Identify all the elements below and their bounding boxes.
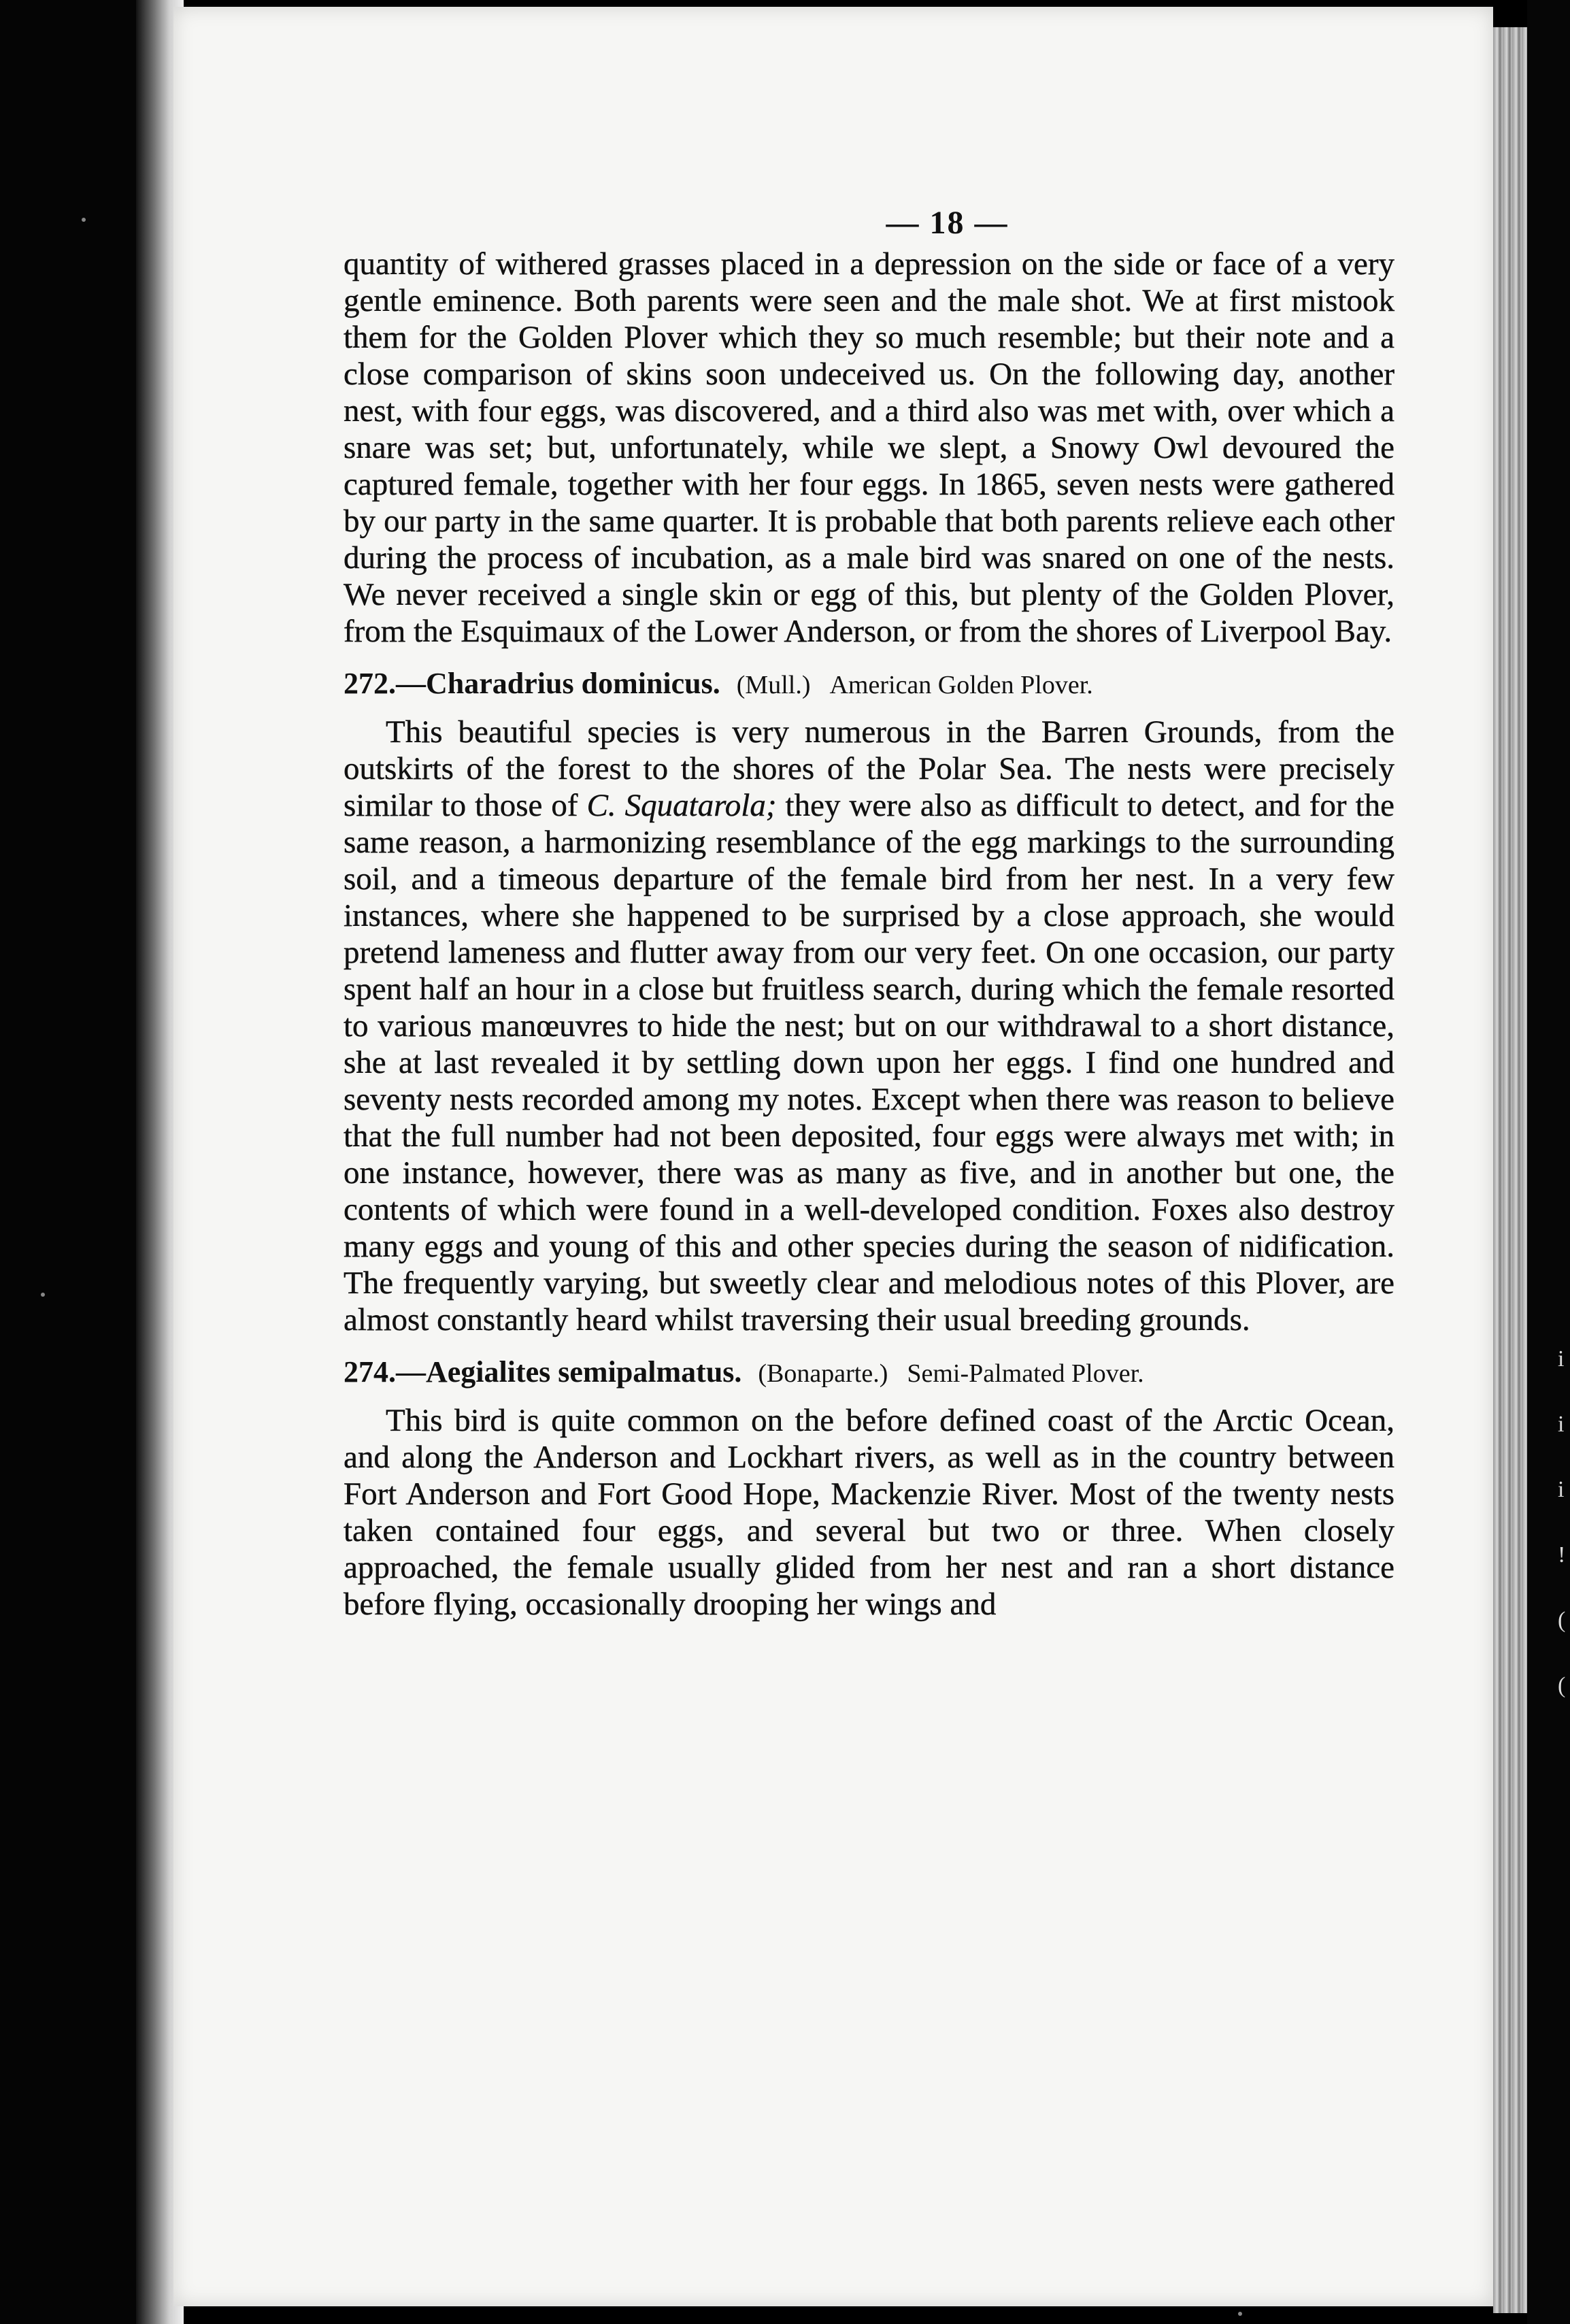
entry-paragraph-274: This bird is quite common on the before defined coast of the Arctic Ocean, and along the Anderson and Lockhart rivers, as well as in the country between Fort Anderson and Fort Good Hope, Mackenzie River. Most of the twenty nests taken contained four eggs, and several but two or three. When closely approached, the female usually glided from her nest and ran a short distance before flying, occasionally drooping her wings and [344,1403,1394,1622]
species-name: Charadrius dominicus. [426,667,720,700]
entry-text: This beautiful species is very numerous in the Barren Grounds, from the outskirts of the forest to the shores of the Polar Sea. The nests were precisely similar to those of [344,714,1394,823]
entry-number: 272.— [344,667,426,700]
entry-number: 274.— [344,1355,426,1389]
common-name: American Golden Plover. [829,671,1093,699]
margin-mark: ! [1558,1542,1566,1567]
margin-mark: ( [1558,1608,1566,1633]
margin-mark: i [1558,1412,1565,1437]
entry-heading-272 [344,666,1394,703]
dust-speck [1238,2312,1242,2316]
common-name: Semi-Palmated Plover. [907,1359,1144,1388]
margin-mark: i [1558,1346,1565,1372]
scan-right-margin [1527,0,1570,2324]
margin-mark: i [1558,1477,1565,1502]
page-content [344,204,1394,1623]
margin-mark: ( [1558,1673,1566,1698]
dust-speck [82,218,86,222]
species-authority: (Mull.) [736,671,811,699]
continued-paragraph: quantity of withered grasses placed in a depression on the side or face of a very gentle eminence. Both parents were seen and the male shot. We at first mistook them for the Golden Plover which they so much resemble; but their note and a close comparison of skins soon undeceived us. On the following day, another nest, with four eggs, was discovered, and a third also was met with, over which a snare was set; but, unfortunately, while we slept, a Snowy Owl devoured the captured female, together with her four eggs. In 1865, seven nests were gathered by our party in the same quarter. It is probable that both parents relieve each other during the process of incubation, as a male bird was snared on one of the nests. We never received a single skin or egg of this, but plenty of the Golden Plover, from the Esquimaux of the Lower Anderson, or from the shores of Liverpool Bay. [344,246,1394,649]
page-edges [1493,27,1527,2313]
dust-speck [41,1293,45,1297]
adjacent-page-marks [1558,1327,1567,1719]
species-reference: C. Squatarola; [586,788,777,823]
entry-paragraph-272 [344,714,1394,1338]
species-authority: (Bonaparte.) [758,1359,888,1388]
entry-heading-274 [344,1355,1394,1391]
page-number: — 18 — [886,205,1009,241]
species-name: Aegialites semipalmatus. [426,1355,742,1389]
entry-text: they were also as difficult to detect, and for the same reason, a harmonizing resemblance of the egg markings to the surrounding soil, and a timeous departure of the female bird from her nest. In a very few instances, where she happened to be surprised by a close approach, she would pretend lameness and flutter away from our very feet. On one occasion, our party spent half an hour in a close but fruitless search, during which the female resorted to various manœuvres to hide the nest; but on our withdrawal to a short distance, she at last revealed it by settling down upon her eggs. I find one hundred and seventy nests recorded among my notes. Except when there was reason to believe that the full number had not been deposited, four eggs were always met with; in one instance, however, there was as many as five, and in another but one, the contents of which were found in a well-developed condition. Foxes also destroy many eggs and young of this and other species during the season of nidification. The frequently varying, but sweetly clear and melodious notes of this Plover, are almost constantly heard whilst traversing their usual breeding grounds. [344,788,1394,1338]
